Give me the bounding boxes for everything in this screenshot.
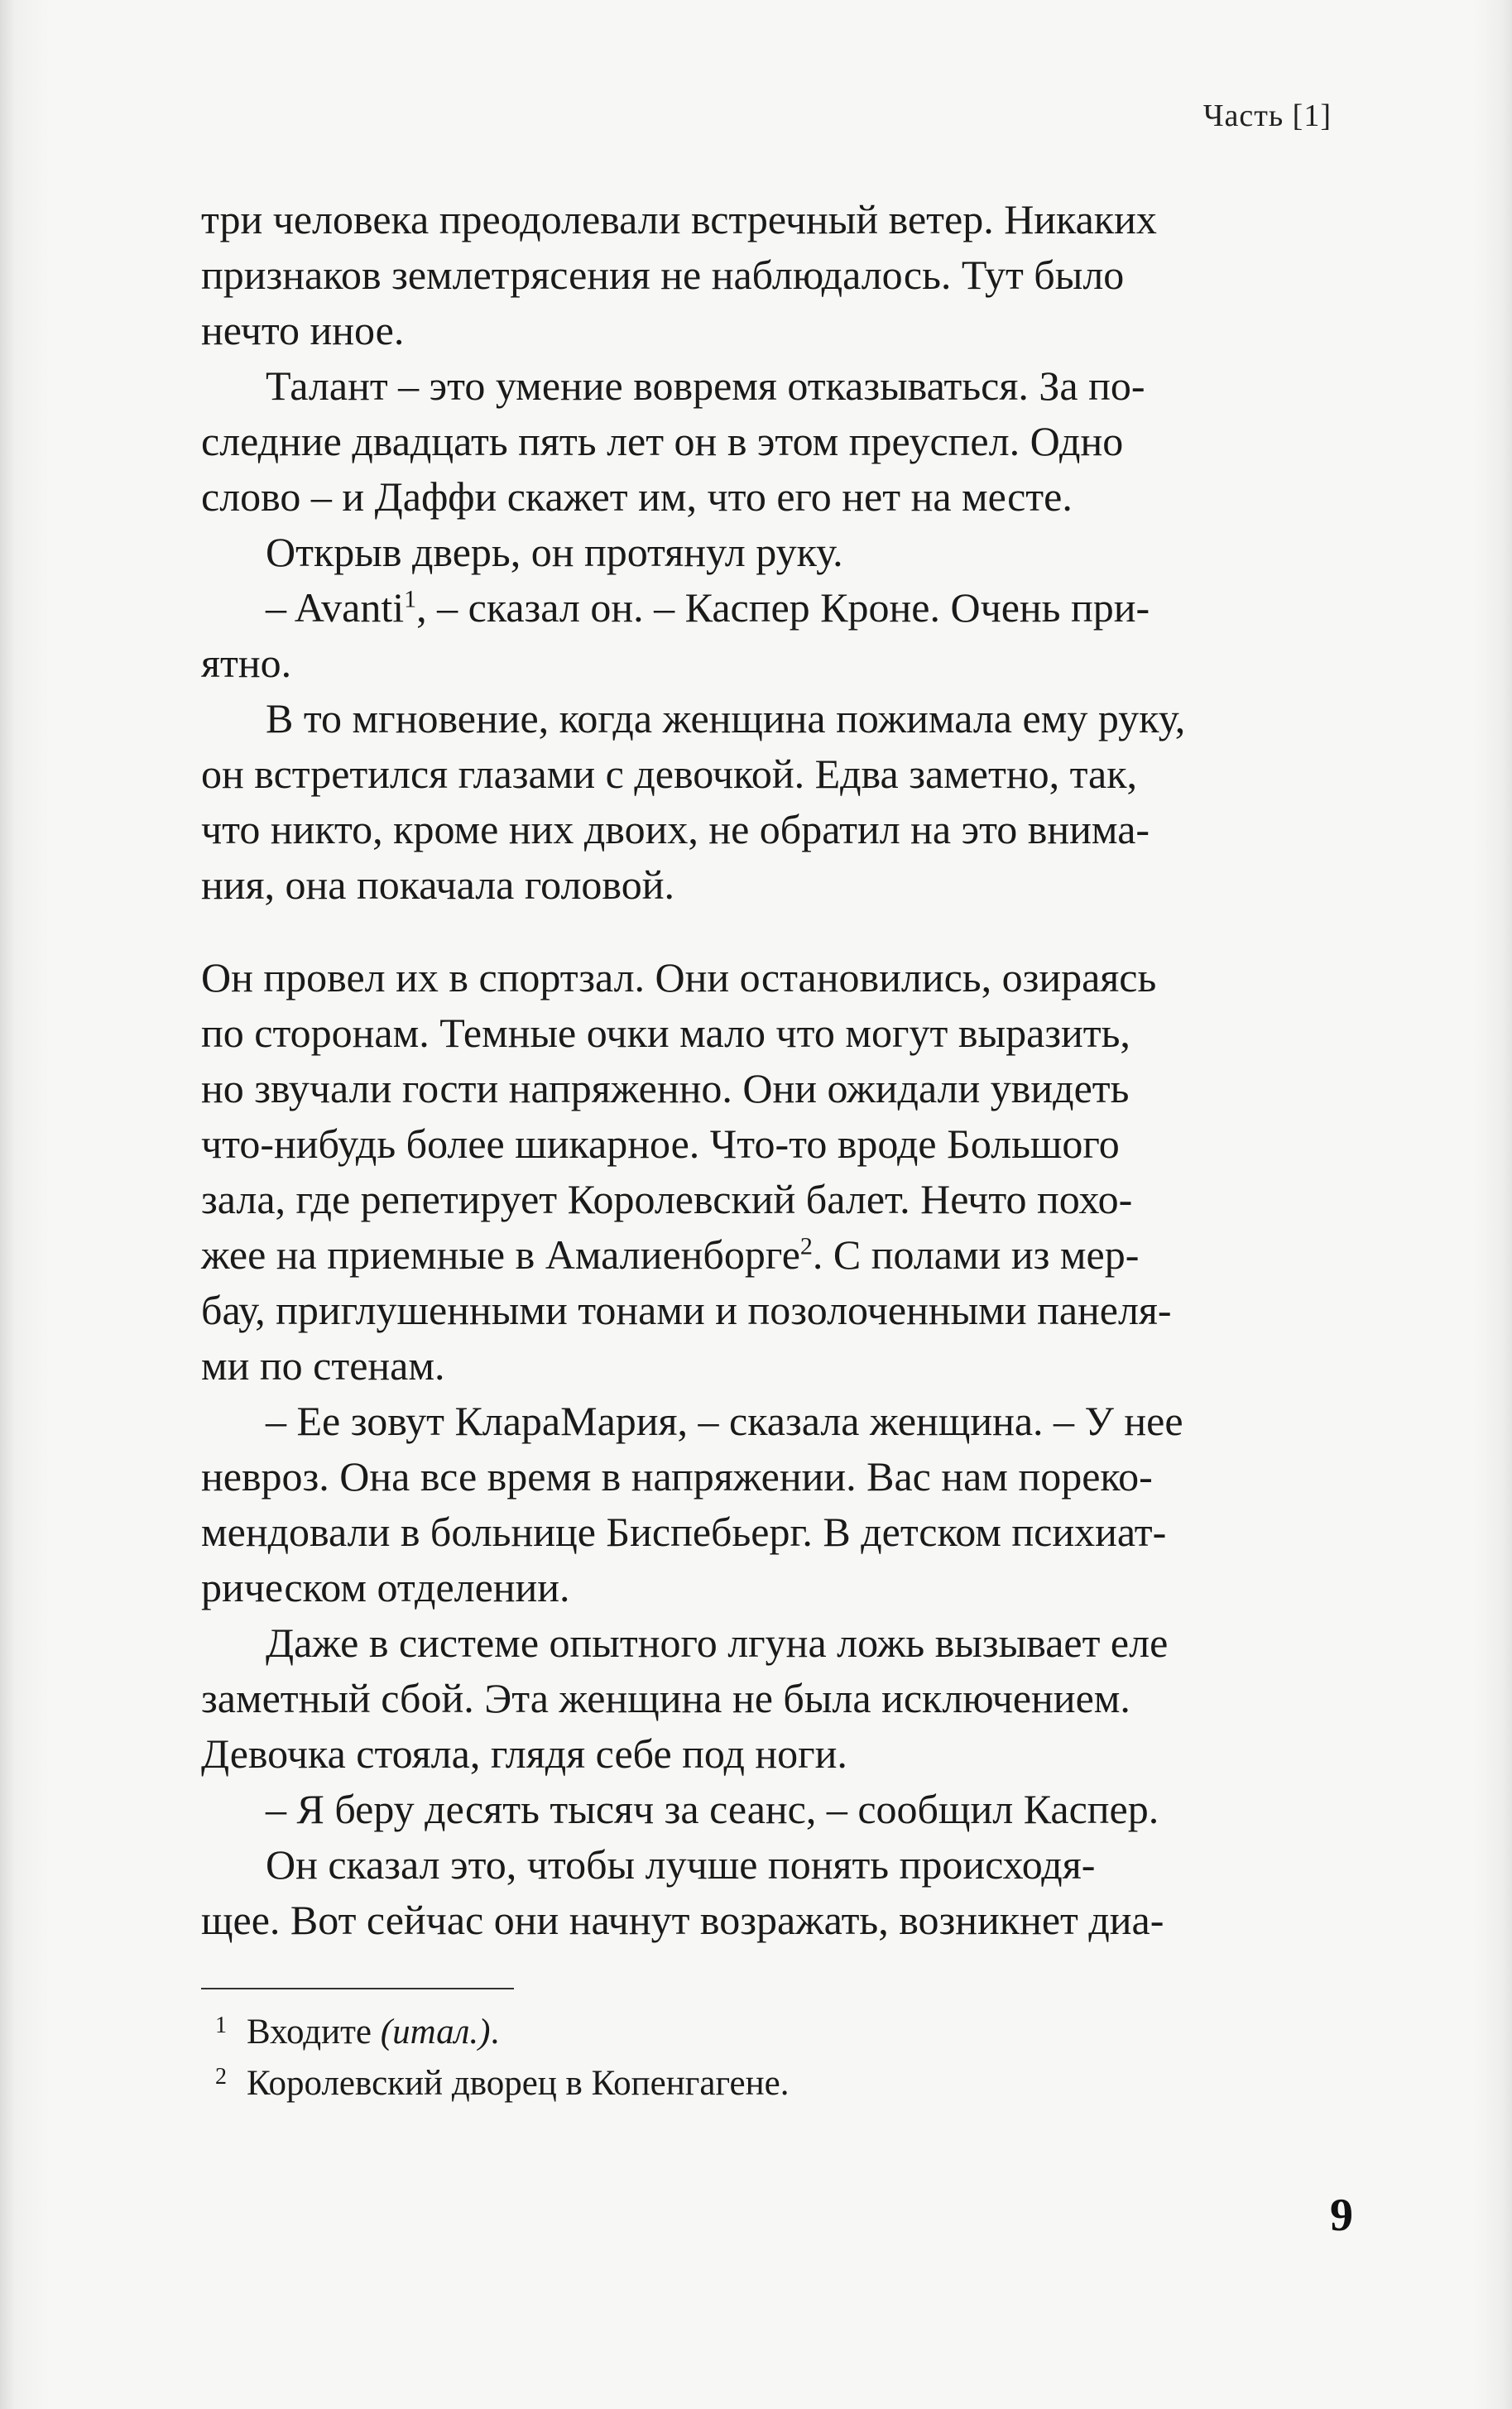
text-line: нечто иное. xyxy=(201,307,405,353)
footnote-italic: (итал.) xyxy=(380,2013,491,2051)
text-line: Он провел их в спортзал. Они остановились, озираясь xyxy=(201,954,1157,1001)
footnote-separator xyxy=(201,1988,514,1989)
text-line: жее на приемные в Амалиенборге xyxy=(201,1231,800,1278)
text-line: следние двадцать пять лет он в этом преуспел. Одно xyxy=(201,418,1124,464)
text-line: – Avanti xyxy=(266,584,405,631)
paragraph xyxy=(201,691,1337,913)
text-line: Даже в системе опытного лгуна ложь вызывает еле xyxy=(266,1620,1169,1666)
text-line: ми по стенам. xyxy=(201,1342,445,1389)
text-section-2 xyxy=(201,950,1337,1948)
text-line: что никто, кроме них двоих, не обратил на это внима- xyxy=(201,806,1150,852)
text-line: заметный сбой. Эта женщина не была исключением. xyxy=(201,1675,1130,1721)
paragraph xyxy=(201,580,1337,691)
text-section-1 xyxy=(201,192,1337,913)
paragraph xyxy=(201,950,1337,1394)
footnote-text: Королевский дворец в Копенгагене. xyxy=(247,2064,790,2103)
footnote-text: Входите xyxy=(247,2013,381,2051)
text-line: . С полами из мер- xyxy=(812,1231,1140,1278)
footnotes xyxy=(215,2007,790,2109)
paragraph xyxy=(201,1394,1337,1615)
text-line: зала, где репетирует Королевский балет. Нечто похо- xyxy=(201,1176,1133,1222)
text-line: невроз. Она все время в напряжении. Вас нам пореко- xyxy=(201,1453,1153,1500)
footnote-ref: 2 xyxy=(799,1232,813,1260)
paragraph xyxy=(201,192,1337,358)
text-line: Девочка стояла, глядя себе под ноги. xyxy=(201,1730,847,1777)
text-line: Он сказал это, чтобы лучше понять происходя- xyxy=(266,1841,1096,1888)
paragraph xyxy=(201,525,1337,580)
text-line: – Ее зовут КлараМария, – сказала женщина. – У нее xyxy=(266,1398,1183,1444)
footnote-mark: 1 xyxy=(215,2013,227,2038)
text-line: по сторонам. Темные очки мало что могут выразить, xyxy=(201,1010,1130,1056)
text-line: признаков землетрясения не наблюдалось. Тут было xyxy=(201,252,1125,298)
text-line: слово – и Даффи скажет им, что его нет на месте. xyxy=(201,473,1073,520)
text-line: В то мгновение, когда женщина пожимала ему руку, xyxy=(266,695,1186,741)
text-line: щее. Вот сейчас они начнут возражать, возникнет диа- xyxy=(201,1897,1164,1943)
paragraph xyxy=(201,1615,1337,1782)
text-line: – Я беру десять тысяч за сеанс, – сообщил Каспер. xyxy=(266,1786,1159,1832)
footnote-ref: 1 xyxy=(404,585,417,613)
text-line: что-нибудь более шикарное. Что-то вроде Большого xyxy=(201,1121,1120,1167)
text-line: он встретился глазами с девочкой. Едва заметно, так, xyxy=(201,751,1138,797)
footnote-end: . xyxy=(490,2013,500,2051)
page-number: 9 xyxy=(1330,2190,1353,2241)
paragraph xyxy=(201,358,1337,525)
text-line: ятно. xyxy=(201,640,292,686)
text-line: но звучали гости напряженно. Они ожидали увидеть xyxy=(201,1065,1130,1111)
text-line: , – сказал он. – Каспер Кроне. Очень при- xyxy=(416,584,1150,631)
footnote-1 xyxy=(215,2007,789,2058)
text-line: Открыв дверь, он протянул руку. xyxy=(266,529,843,575)
running-head: Часть [1] xyxy=(1202,98,1332,133)
text-line: Талант – это умение вовремя отказываться. За по- xyxy=(266,362,1145,409)
footnote-2 xyxy=(215,2058,790,2109)
text-line: мендовали в больнице Биспебьерг. В детском психиат- xyxy=(201,1509,1167,1555)
footnote-mark: 2 xyxy=(215,2064,227,2090)
text-line: ния, она покачала головой. xyxy=(201,861,674,908)
paragraph xyxy=(201,1782,1337,1837)
text-line: три человека преодолевали встречный ветер. Никаких xyxy=(201,196,1157,242)
text-line: бау, приглушенными тонами и позолоченными панеля- xyxy=(201,1287,1172,1333)
paragraph xyxy=(201,1837,1337,1948)
text-line: рическом отделении. xyxy=(201,1564,570,1610)
